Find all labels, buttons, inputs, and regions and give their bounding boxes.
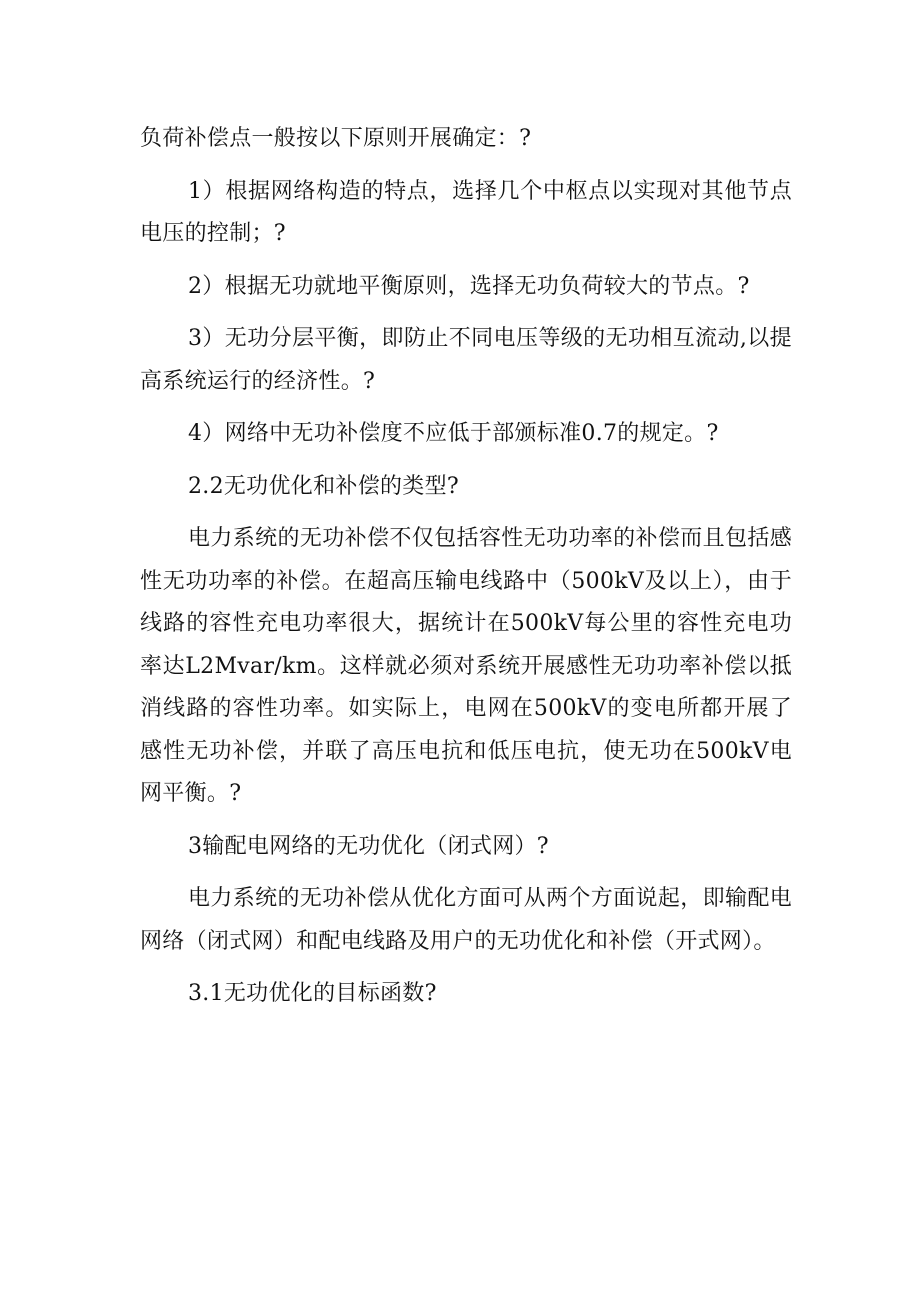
paragraph-compensation-types: 电力系统的无功补偿不仅包括容性无功功率的补偿而且包括感性无功功率的补偿。在超高压输电线路中（500kV及以上），由于线路的容性充电功率很大，据统计在500kV每公里的容性充电功率达L2Mvar/km。这样就必须对系统开展感性无功功率补偿以抵消线路的容性功率。如实际上，电网在500kV的变电所都开展了感性无功补偿，并联了高压电抗和低压电抗，使无功在500kV电网平衡。? xyxy=(140,526,792,806)
paragraph-optimization-aspects: 电力系统的无功补偿从优化方面可从两个方面说起，即输配电网络（闭式网）和配电线路及用户的无功优化和补偿（开式网）。 xyxy=(140,886,792,954)
section-heading-2-2: 2.2无功优化和补偿的类型? xyxy=(188,473,459,499)
paragraph-principle-2: 2）根据无功就地平衡原则，选择无功负荷较大的节点。? xyxy=(188,273,750,299)
document-body xyxy=(140,118,792,1026)
paragraph-load-compensation-intro: 负荷补偿点一般按以下原则开展确定：? xyxy=(140,126,532,151)
section-heading-3-1: 3.1无功优化的目标函数? xyxy=(188,981,437,1006)
paragraph-principle-4: 4）网络中无功补偿度不应低于部颁标准0.7的规定。? xyxy=(188,421,719,446)
section-heading-3: 3输配电网络的无功优化（闭式网）? xyxy=(188,833,549,859)
paragraph-principle-1: 1）根据网络构造的特点，选择几个中枢点以实现对其他节点电压的控制；? xyxy=(140,178,792,246)
paragraph-principle-3: 3）无功分层平衡，即防止不同电压等级的无功相互流动,以提高系统运行的经济性。? xyxy=(140,326,792,394)
